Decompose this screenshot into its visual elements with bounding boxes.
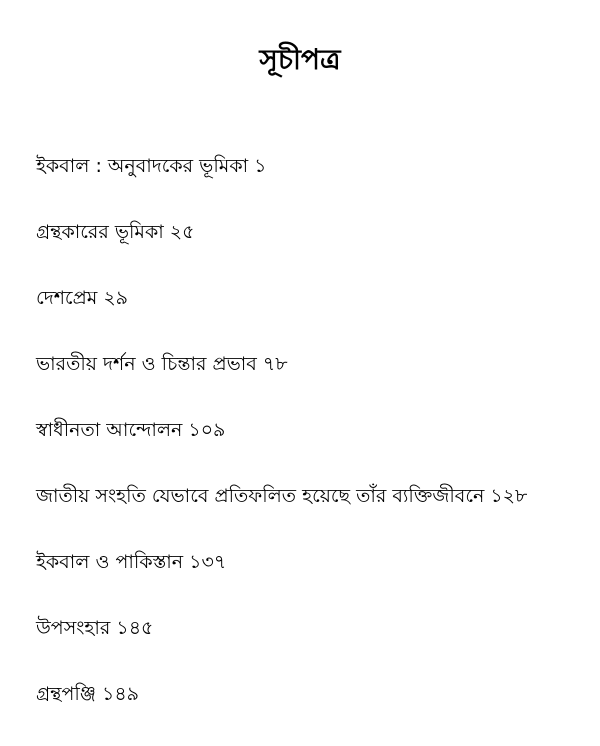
toc-entry-page: ২৯	[103, 287, 128, 309]
toc-entry-page: ১০৯	[188, 419, 226, 441]
toc-entry-title: স্বাধীনতা আন্দোলন	[36, 419, 183, 441]
toc-entry-title: জাতীয় সংহতি যেভাবে প্রতিফলিত হয়েছে তাঁর ব্যক্তিজীবনে	[36, 485, 485, 507]
toc-entry-title: ভারতীয় দর্শন ও চিন্তার প্রভাব	[36, 353, 257, 375]
toc-entry-page: ১৪৯	[102, 683, 140, 705]
toc-entry-page: ১৪৫	[116, 617, 154, 639]
toc-entry	[36, 284, 527, 350]
toc-entry-page: ১২৮	[490, 485, 528, 507]
toc-entry	[36, 152, 527, 218]
toc-entry-page: ২৫	[169, 221, 195, 243]
toc-entry-title: দেশপ্রেম	[36, 287, 98, 309]
toc-entry	[36, 680, 527, 746]
toc-entry-title: উপসংহার	[36, 617, 111, 639]
toc-entry-page: ১৩৭	[189, 551, 227, 573]
table-of-contents	[36, 152, 527, 746]
toc-entry	[36, 350, 527, 416]
toc-entry-page: ১	[254, 155, 267, 177]
toc-entry	[36, 482, 527, 548]
toc-entry-title: গ্রন্থকারের ভূমিকা	[36, 221, 164, 243]
toc-entry-page: ৭৮	[262, 353, 288, 375]
toc-entry-title: ইকবাল ও পাকিস্তান	[36, 551, 184, 573]
toc-entry-title: গ্রন্থপঞ্জি	[36, 683, 97, 705]
toc-entry	[36, 416, 527, 482]
toc-entry-title: ইকবাল : অনুবাদকের ভূমিকা	[36, 155, 249, 177]
toc-entry	[36, 614, 527, 680]
toc-entry	[36, 548, 527, 614]
toc-entry	[36, 218, 527, 284]
page-title: সূচীপত্র	[259, 43, 341, 76]
